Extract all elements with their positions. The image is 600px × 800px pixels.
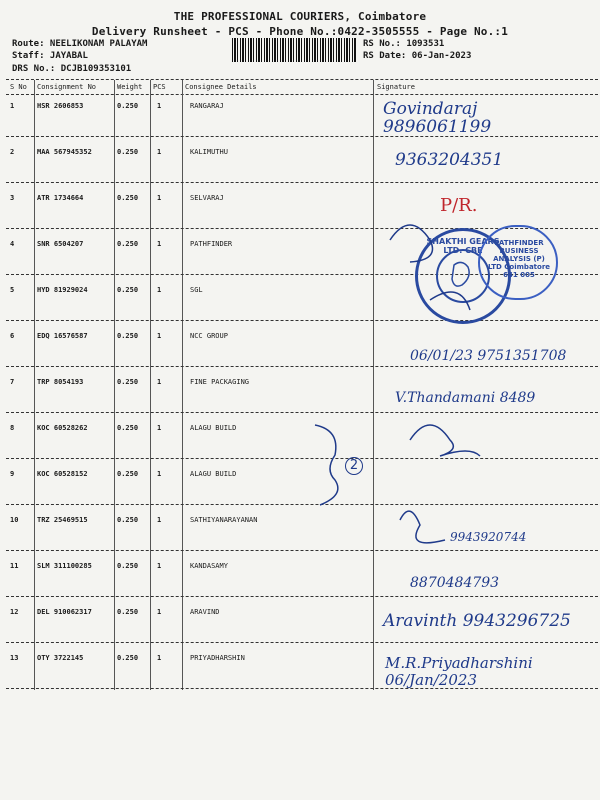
rs-date: RS Date: 06-Jan-2023 xyxy=(363,51,472,61)
signature-2: 9363204351 xyxy=(395,150,504,170)
row-separator xyxy=(6,412,598,413)
cell-consignee: KANDASAMY xyxy=(190,562,228,570)
row-separator xyxy=(6,320,598,321)
cell-sno: 7 xyxy=(10,378,15,386)
cell-consignment: TRP 8054193 xyxy=(37,378,84,386)
cell-sno: 8 xyxy=(10,424,15,432)
cell-consignee: SELVARAJ xyxy=(190,194,224,202)
signature-11: 8870484793 xyxy=(410,575,500,591)
column-divider xyxy=(373,80,374,690)
drs-number: DRS No.: DCJB109353101 xyxy=(12,64,132,74)
header-rule-top xyxy=(6,79,598,80)
row-separator xyxy=(6,136,598,137)
cell-weight: 0.250 xyxy=(117,286,139,294)
row-separator xyxy=(6,504,598,505)
cell-consignment: SNR 6504207 xyxy=(37,240,84,248)
cell-consignee: ALAGU BUILD xyxy=(190,470,237,478)
cell-pcs: 1 xyxy=(157,286,162,294)
cell-weight: 0.250 xyxy=(117,654,139,662)
cell-pcs: 1 xyxy=(157,194,162,202)
cell-consignee: KALIMUTHU xyxy=(190,148,228,156)
col-pcs: PCS xyxy=(153,83,166,91)
header-rule-bottom xyxy=(6,94,598,95)
col-signature: Signature xyxy=(377,83,415,91)
cell-sno: 4 xyxy=(10,240,15,248)
cell-sno: 3 xyxy=(10,194,15,202)
row-separator xyxy=(6,688,598,689)
cell-pcs: 1 xyxy=(157,608,162,616)
cell-consignment: MAA 567945352 xyxy=(37,148,92,156)
bracket-mark xyxy=(305,420,345,510)
cell-consignee: ARAVIND xyxy=(190,608,220,616)
cell-consignee: FINE PACKAGING xyxy=(190,378,250,386)
signature-10-scribble xyxy=(400,511,445,543)
cell-sno: 1 xyxy=(10,102,15,110)
cell-weight: 0.250 xyxy=(117,424,139,432)
signature-8-scribble xyxy=(410,425,480,456)
cell-weight: 0.250 xyxy=(117,470,139,478)
cell-weight: 0.250 xyxy=(117,148,139,156)
row-separator xyxy=(6,550,598,551)
cell-pcs: 1 xyxy=(157,240,162,248)
col-weight: Weight xyxy=(117,83,143,91)
cell-pcs: 1 xyxy=(157,378,162,386)
signature-6: 06/01/23 9751351708 xyxy=(410,348,567,364)
cell-weight: 0.250 xyxy=(117,240,139,248)
cell-consignment: ATR 1734664 xyxy=(37,194,84,202)
signature-12: Aravinth 9943296725 xyxy=(383,611,571,631)
cell-sno: 10 xyxy=(10,516,19,524)
signature-9-mark: 2 xyxy=(345,457,363,475)
cell-consignee: ALAGU BUILD xyxy=(190,424,237,432)
cell-consignment: EDQ 16576587 xyxy=(37,332,88,340)
cell-consignment: OTY 3722145 xyxy=(37,654,84,662)
cell-consignment: DEL 910062317 xyxy=(37,608,92,616)
cell-consignment: HYD 81929024 xyxy=(37,286,88,294)
cell-weight: 0.250 xyxy=(117,562,139,570)
cell-pcs: 1 xyxy=(157,516,162,524)
cell-sno: 9 xyxy=(10,470,15,478)
signature-3: P/R. xyxy=(440,195,478,216)
staff-label: Staff: JAYABAL xyxy=(12,51,88,61)
company-title: THE PROFESSIONAL COURIERS, Coimbatore xyxy=(173,10,427,23)
column-divider xyxy=(182,80,183,690)
cell-pcs: 1 xyxy=(157,562,162,570)
cell-weight: 0.250 xyxy=(117,516,139,524)
cell-pcs: 1 xyxy=(157,424,162,432)
barcode xyxy=(232,38,356,62)
signature-scribbles xyxy=(380,0,600,700)
cell-consignment: HSR 2606853 xyxy=(37,102,84,110)
cell-sno: 5 xyxy=(10,286,15,294)
signature-13: M.R.Priyadharshini 06/Jan/2023 xyxy=(385,654,533,689)
signature-10: 9943920744 xyxy=(450,530,527,544)
cell-weight: 0.250 xyxy=(117,378,139,386)
cell-pcs: 1 xyxy=(157,102,162,110)
col-consignee: Consignee Details xyxy=(185,83,257,91)
col-consignment: Consignment No xyxy=(37,83,97,91)
row-separator xyxy=(6,642,598,643)
column-divider xyxy=(34,80,35,690)
row-separator xyxy=(6,596,598,597)
row-separator xyxy=(6,182,598,183)
pathfinder-stamp xyxy=(478,225,558,300)
cell-weight: 0.250 xyxy=(117,102,139,110)
cell-consignment: TRZ 25469515 xyxy=(37,516,88,524)
cell-consignee: RANGARAJ xyxy=(190,102,224,110)
column-divider xyxy=(114,80,115,690)
runsheet-subtitle: Delivery Runsheet - PCS - Phone No.:0422-3505555 - Page No.:1 xyxy=(91,25,509,38)
signature-7: V.Thandamani 8489 xyxy=(395,390,536,406)
cell-pcs: 1 xyxy=(157,148,162,156)
cell-pcs: 1 xyxy=(157,470,162,478)
cell-consignment: KOC 60528152 xyxy=(37,470,88,478)
cell-consignee: SATHIYANARAYANAN xyxy=(190,516,258,524)
column-divider xyxy=(150,80,151,690)
cell-consignment: KOC 60528262 xyxy=(37,424,88,432)
company-stamp-text: SHAKTHI GEARS LTD. CBE xyxy=(426,237,500,255)
cell-sno: 2 xyxy=(10,148,15,156)
signature-1: Govindaraj 9896061199 xyxy=(383,99,492,137)
cell-consignee: SGL xyxy=(190,286,203,294)
cell-weight: 0.250 xyxy=(117,332,139,340)
cell-weight: 0.250 xyxy=(117,194,139,202)
cell-sno: 13 xyxy=(10,654,19,662)
cell-consignee: PATHFINDER xyxy=(190,240,233,248)
route-label: Route: NEELIKONAM PALAYAM xyxy=(12,39,148,49)
cell-pcs: 1 xyxy=(157,332,162,340)
cell-consignee: PRIYADHARSHIN xyxy=(190,654,245,662)
cell-consignment: SLM 311100285 xyxy=(37,562,92,570)
col-sno: S No xyxy=(10,83,27,91)
cell-sno: 11 xyxy=(10,562,19,570)
row-separator xyxy=(6,458,598,459)
cell-sno: 6 xyxy=(10,332,15,340)
cell-consignee: NCC GROUP xyxy=(190,332,228,340)
cell-sno: 12 xyxy=(10,608,19,616)
rs-number: RS No.: 1093531 xyxy=(363,39,445,49)
cell-pcs: 1 xyxy=(157,654,162,662)
cell-weight: 0.250 xyxy=(117,608,139,616)
pathfinder-stamp-text: PATHFINDER BUSINESS ANALYSIS (P) LTD Coimbatore 641 005 xyxy=(487,239,551,279)
row-separator xyxy=(6,366,598,367)
